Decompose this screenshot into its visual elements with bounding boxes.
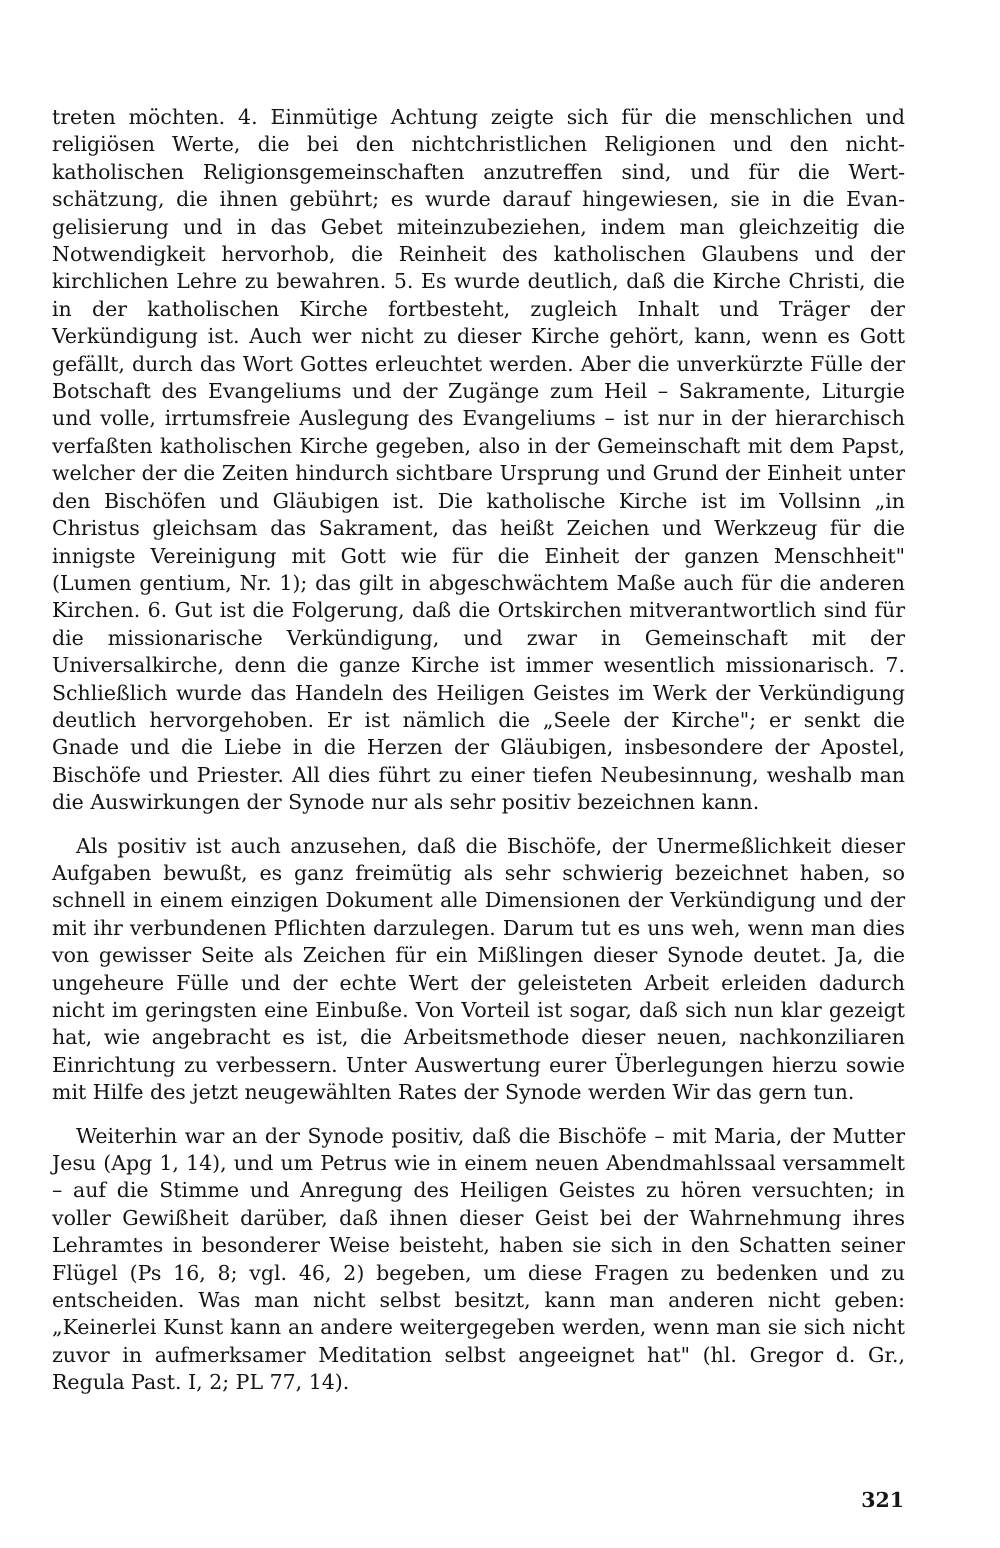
paragraph-2: Als positiv ist auch anzusehen, daß die Bischöfe, der Unermeßlichkeit dieser Aufgaben bewußt, es ganz freimütig als sehr schwierig bezeichnet haben, so schnell in einem einzigen Dokument alle Dimensionen der Verkündigung und der mit ihr verbundenen Pflichten darzulegen. Darum tut es uns weh, wenn man dies von gewisser Seite als Zeichen für ein Mißlingen dieser Synode deutet. Ja, die ungeheure Fülle und der echte Wert der geleisteten Arbeit erleiden dadurch nicht im geringsten eine Einbuße. Von Vorteil ist sogar, daß sich nun klar gezeigt hat, wie angebracht es ist, die Arbeitsmethode dieser neuen, nachkonziliaren Einrichtung zu verbessern. Unter Auswertung eurer Überlegungen hierzu sowie mit Hilfe des jetzt neugewählten Rates der Synode werden Wir das gern tun. <box>52 833 905 1105</box>
page-body <box>52 104 905 1397</box>
page-number: 321 <box>861 1488 904 1512</box>
paragraph-3: Weiterhin war an der Synode positiv, daß die Bischöfe – mit Maria, der Mutter Jesu (Apg 1, 14), und um Petrus wie in einem neuen Abendmahlssaal versammelt – auf die Stimme und Anregung des Heiligen Geistes zu hören versuchten; in voller Gewißheit darüber, daß ihnen dieser Geist bei der Wahrnehmung ihres Lehramtes in besonderer Weise beisteht, haben sie sich in den Schatten seiner Flügel (Ps 16, 8; vgl. 46, 2) begeben, um diese Fragen zu bedenken und zu entscheiden. Was man nicht selbst besitzt, kann man anderen nicht geben: „Keinerlei Kunst kann an andere weitergegeben werden, wenn man sie sich nicht zuvor in aufmerksamer Meditation selbst angeeignet hat" (hl. Gregor d. Gr., Regula Past. I, 2; PL 77, 14). <box>52 1123 905 1395</box>
paragraph-1: treten möchten. 4. Einmütige Achtung zeigte sich für die menschlichen und religiösen Werte, die bei den nichtchristlichen Religionen und den nichtkatholischen Religionsgemeinschaften anzutreffen sind, und für die Wertschätzung, die ihnen gebührt; es wurde darauf hingewiesen, sie in die Evangelisierung und in das Gebet miteinzubeziehen, indem man gleichzeitig die Notwendigkeit hervorhob, die Reinheit des katholischen Glaubens und der kirchlichen Lehre zu bewahren. 5. Es wurde deutlich, daß die Kirche Christi, die in der katholischen Kirche fortbesteht, zugleich Inhalt und Träger der Verkündigung ist. Auch wer nicht zu dieser Kirche gehört, kann, wenn es Gott gefällt, durch das Wort Gottes erleuchtet werden. Aber die unverkürzte Fülle der Botschaft des Evangeliums und der Zugänge zum Heil – Sakramente, Liturgie und volle, irrtumsfreie Auslegung des Evangeliums – ist nur in der hierarchisch verfaßten katholischen Kirche gegeben, also in der Gemeinschaft mit dem Papst, welcher der die Zeiten hindurch sichtbare Ursprung und Grund der Einheit unter den Bischöfen und Gläubigen ist. Die katholische Kirche ist im Vollsinn „in Christus gleichsam das Sakrament, das heißt Zeichen und Werkzeug für die innigste Vereinigung mit Gott wie für die Einheit der ganzen Menschheit" (Lumen gentium, Nr. 1); das gilt in abgeschwächtem Maße auch für die anderen Kirchen. 6. Gut ist die Folgerung, daß die Ortskirchen mitverantwortlich sind für die missionarische Verkündigung, und zwar in Gemeinschaft mit der Universalkirche, denn die ganze Kirche ist immer wesentlich missionarisch. 7. Schließlich wurde das Handeln des Heiligen Geistes im Werk der Verkündigung deutlich hervorgehoben. Er ist nämlich die „Seele der Kirche"; er senkt die Gnade und die Liebe in die Herzen der Gläubigen, insbesondere der Apostel, Bischöfe und Priester. All dies führt zu einer tiefen Neubesinnung, weshalb man die Auswirkungen der Synode nur als sehr positiv bezeichnen kann. <box>52 105 905 815</box>
